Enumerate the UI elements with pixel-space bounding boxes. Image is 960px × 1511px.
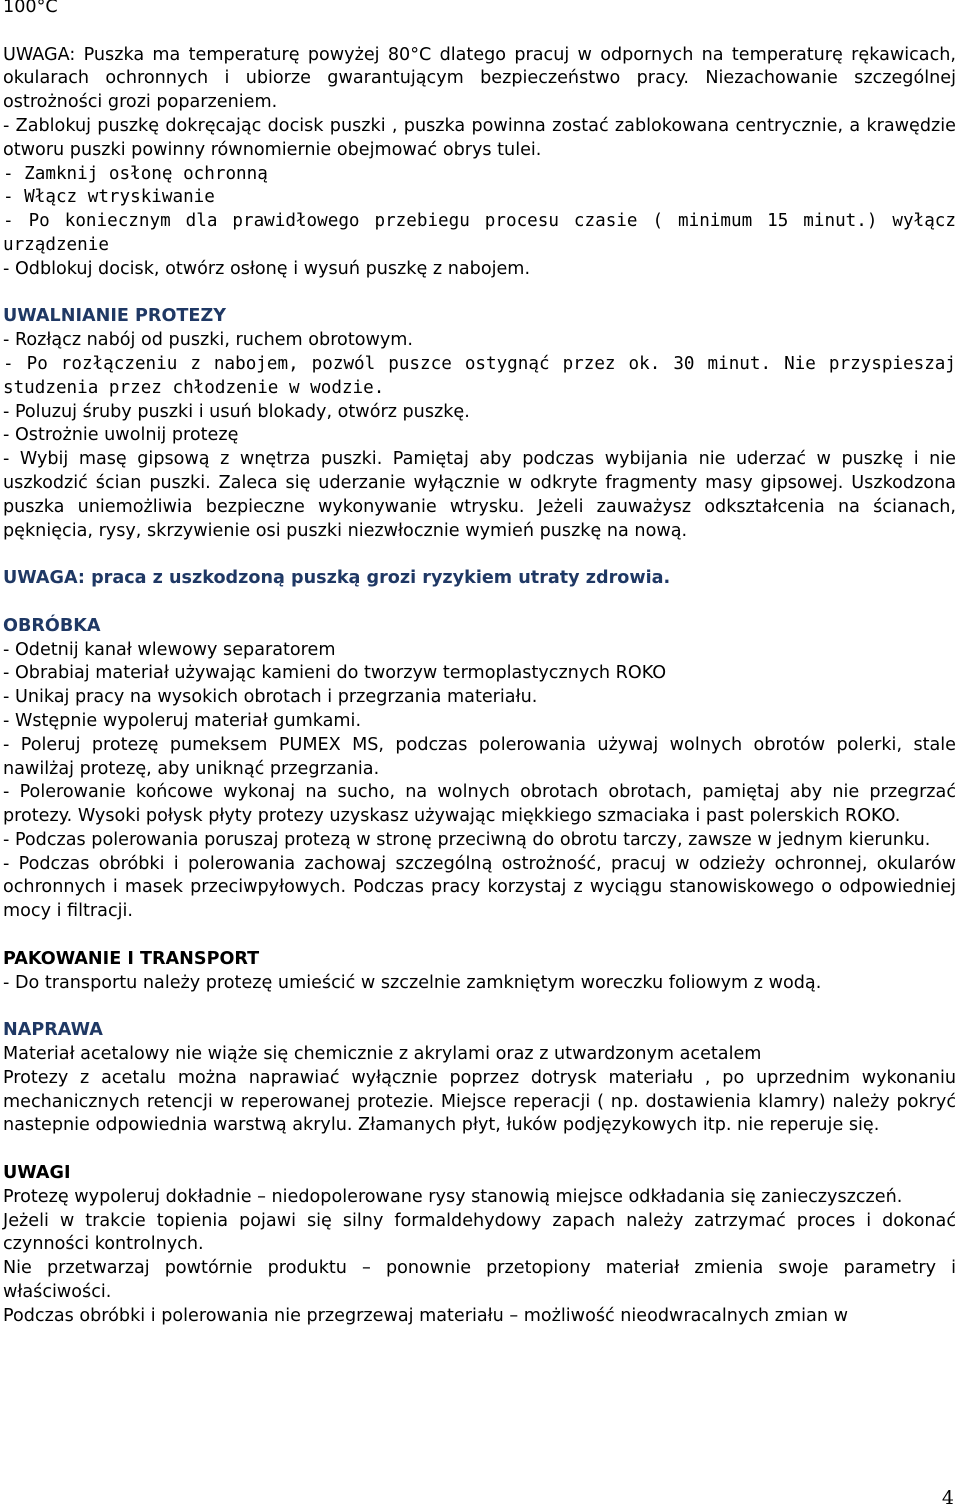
temperature-line: 100°C bbox=[3, 0, 58, 17]
paragraph: Nie przetwarzaj powtórnie produktu – ponownie przetopiony materiał zmienia swoje parametry i właściwości. bbox=[3, 1258, 956, 1303]
section-heading-naprawa: NAPRAWA bbox=[3, 1020, 103, 1041]
list-item: - Po rozłączeniu z nabojem, pozwól puszce ostygnąć przez ok. 30 minut. Nie przyspieszaj studzenia przez chłodzenie w wodzie. bbox=[3, 353, 956, 398]
procedure-step: - Włącz wtryskiwanie bbox=[3, 187, 215, 208]
burn-warning: UWAGA: Puszka ma temperaturę powyżej 80°C dlatego pracuj w odpornych na temperaturę rękawicach, okularach ochronnych i ubiorze gwarantującym bezpieczeństwo pracy. Niezachowanie szczególnej ostrożności grozi poparzeniem. bbox=[3, 44, 956, 113]
list-item: - Poleruj protezę pumeksem PUMEX MS, podczas polerowania używaj wolnych obrotów polerki, stale nawilżaj protezę, aby uniknąć przegrzania. bbox=[3, 734, 956, 779]
paragraph: Materiał acetalowy nie wiąże się chemicznie z akrylami oraz z utwardzonym acetalem bbox=[3, 1044, 762, 1065]
spacer bbox=[3, 591, 956, 615]
list-item: - Wstępnie wypoleruj materiał gumkami. bbox=[3, 710, 362, 731]
spacer bbox=[3, 543, 956, 567]
procedure-step: - Odblokuj docisk, otwórz osłonę i wysuń puszkę z nabojem. bbox=[3, 258, 531, 279]
damage-warning: UWAGA: praca z uszkodzoną puszką grozi ryzykiem utraty zdrowia. bbox=[3, 568, 671, 589]
paragraph: Jeżeli w trakcie topienia pojawi się silny formaldehydowy zapach należy zatrzymać proces i dokonać czynności kontrolnych. bbox=[3, 1210, 956, 1255]
spacer bbox=[3, 282, 956, 306]
paragraph: Podczas obróbki i polerowania nie przegrzewaj materiału – możliwość nieodwracalnych zmian w bbox=[3, 1305, 848, 1326]
spacer bbox=[3, 924, 956, 948]
page-number: 4 bbox=[941, 1487, 954, 1509]
list-item: - Obrabiaj materiał używając kamieni do tworzyw termoplastycznych ROKO bbox=[3, 663, 667, 684]
procedure-step: - Zamknij osłonę ochronną bbox=[3, 163, 268, 184]
spacer bbox=[3, 995, 956, 1019]
paragraph: Protezy z acetalu można naprawiać wyłącznie poprzez dotrysk materiału , po uprzednim wykonaniu mechanicznych retencji w reperowanej protezie. Miejsce reperacji ( np. dostawienia klamry) należy pokryć nastepnie odpowiednia warstwą akrylu. Złamanych płyt, łuków podjęzykowych itp. nie reperuje się. bbox=[3, 1067, 956, 1136]
list-item: - Wybij masę gipsową z wnętrza puszki. Pamiętaj aby podczas wybijania nie uderzać w puszkę i nie uszkodzić ścian puszki. Zaleca się uderzanie wyłącznie w odkryte fragmenty masy gipsowej. Uszkodzona puszka uniemożliwia bezpieczne wykonywanie wtrysku. Jeżeli zauważysz odkształcenia na ścianach, pęknięcia, rysy, skrzywienie osi puszki niezwłocznie wymień puszkę na nową. bbox=[3, 449, 956, 541]
list-item: - Do transportu należy protezę umieścić w szczelnie zamkniętym woreczku foliowym z wodą. bbox=[3, 972, 822, 993]
list-item: - Poluzuj śruby puszki i usuń blokady, otwórz puszkę. bbox=[3, 401, 470, 422]
list-item: - Podczas obróbki i polerowania zachowaj szczególną ostrożność, pracuj w odzieży ochronnej, okularów ochronnych i masek przeciwpyłowych. Podczas pracy korzystaj z wyciągu stanowiskowego o odpowiedniej mocy i filtracji. bbox=[3, 853, 956, 922]
procedure-step: - Zablokuj puszkę dokręcając docisk puszki , puszka powinna zostać zablokowana centrycznie, a krawędzie otworu puszki powinny równomiernie obejmować obrys tulei. bbox=[3, 115, 956, 160]
list-item: - Podczas polerowania poruszaj protezą w stronę przeciwną do obrotu tarczy, zawsze w jednym kierunku. bbox=[3, 829, 931, 850]
document-body bbox=[3, 0, 956, 1329]
section-heading-uwalnianie: UWALNIANIE PROTEZY bbox=[3, 306, 226, 327]
spacer bbox=[3, 20, 956, 44]
list-item: - Rozłącz nabój od puszki, ruchem obrotowym. bbox=[3, 330, 414, 351]
section-heading-obrobka: OBRÓBKA bbox=[3, 615, 101, 636]
procedure-step: - Po koniecznym dla prawidłowego przebiegu procesu czasie ( minimum 15 minut.) wyłącz urządzenie bbox=[3, 211, 956, 255]
paragraph: Protezę wypoleruj dokładnie – niedopolerowane rysy stanowią miejsce odkładania się zanieczyszczeń. bbox=[3, 1186, 903, 1207]
spacer bbox=[3, 1138, 956, 1162]
section-heading-pakowanie: PAKOWANIE I TRANSPORT bbox=[3, 948, 260, 969]
list-item: - Polerowanie końcowe wykonaj na sucho, na wolnych obrotach obrotach, pamiętaj aby nie przegrzać protezy. Wysoki połysk płyty protezy uzyskasz używając miękkiego szmaciaka i past polerskich ROKO. bbox=[3, 782, 956, 827]
list-item: - Odetnij kanał wlewowy separatorem bbox=[3, 639, 336, 660]
list-item: - Unikaj pracy na wysokich obrotach i przegrzania materiału. bbox=[3, 687, 538, 708]
section-heading-uwagi: UWAGI bbox=[3, 1163, 71, 1184]
list-item: - Ostrożnie uwolnij protezę bbox=[3, 425, 239, 446]
